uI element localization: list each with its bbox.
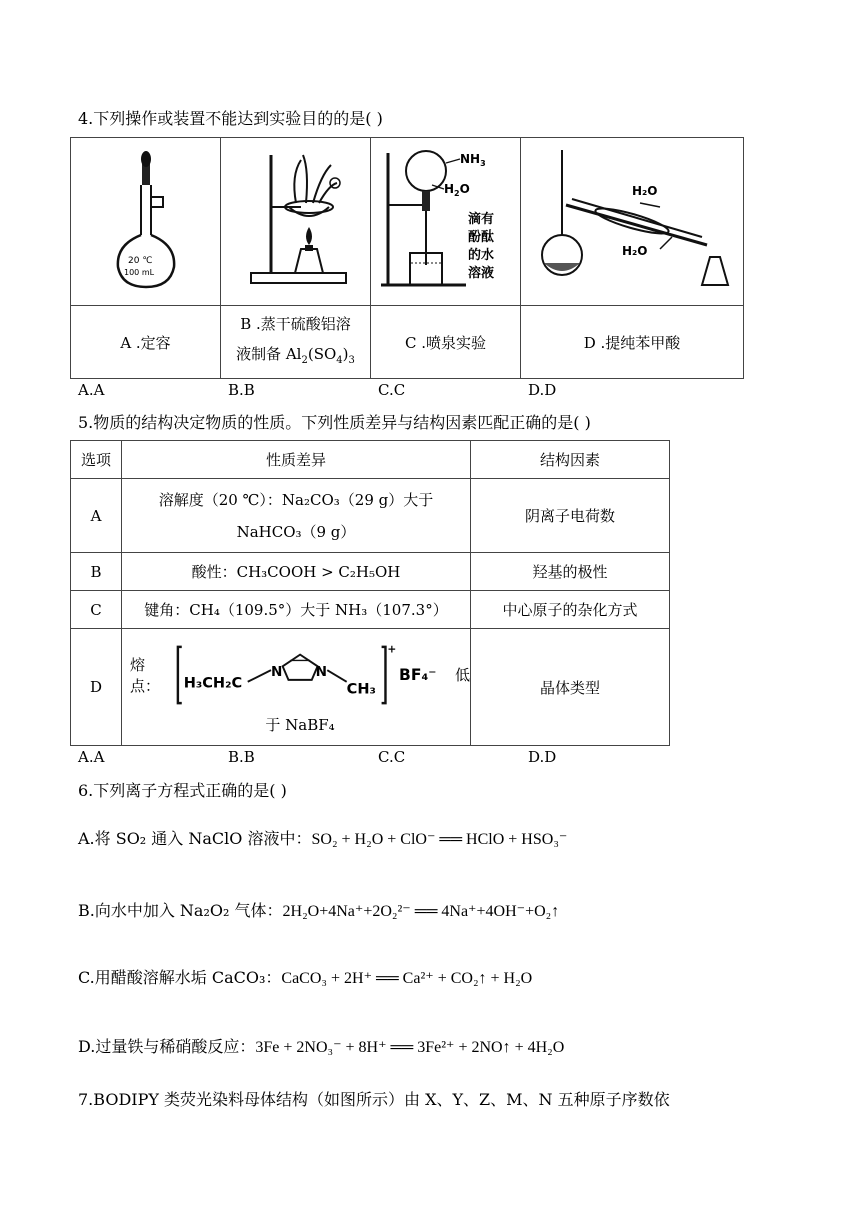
- imidazolium-structure-icon: [174, 640, 455, 710]
- svg-text:+: +: [387, 642, 397, 656]
- table-row: B 酸性：CH₃COOH > C₂H₅OH 羟基的极性: [71, 553, 670, 591]
- q5-header-factor: 结构因素: [471, 441, 670, 479]
- q6-item-a[interactable]: A.将 SO₂ 通入 NaClO 溶液中：SO₂ + H₂O + ClO⁻ ══ HClO + HSO₃⁻: [78, 829, 568, 848]
- svg-text:溶液: 溶液: [467, 265, 494, 281]
- svg-text:酚酞: 酚酞: [467, 229, 494, 245]
- q5-option-b[interactable]: B.B: [228, 748, 255, 766]
- svg-text:CH₃: CH₃: [346, 679, 376, 697]
- distillation-apparatus-icon: [532, 145, 732, 295]
- q5-stem: 5.物质的结构决定物质的性质。下列性质差异与结构因素匹配正确的是( ): [78, 413, 591, 432]
- q6-item-d[interactable]: D.过量铁与稀硝酸反应：3Fe + 2NO₃⁻ + 8H⁺ ══ 3Fe²⁺ + 2NO↑ + 4H₂O: [78, 1037, 565, 1056]
- q5-header-option: 选项: [71, 441, 122, 479]
- table-row: A 溶解度（20 ℃）：Na₂CO₃（29 g）大于 NaHCO₃（9 g） 阴离子电荷数: [71, 479, 670, 553]
- q4-option-c[interactable]: C.C: [378, 381, 406, 399]
- svg-text:H₂O: H₂O: [622, 243, 648, 258]
- q5-table: [70, 440, 670, 746]
- q6-item-b[interactable]: B.向水中加入 Na₂O₂ 气体：2H₂O+4Na⁺+2O₂²⁻ ══ 4Na⁺+4OH⁻+O₂↑: [78, 901, 560, 920]
- fountain-experiment-icon: [376, 145, 516, 295]
- q4-caption-c: C .喷泉实验: [371, 306, 521, 379]
- table-row: C 键角：CH₄（109.5°）大于 NH₃（107.3°） 中心原子的杂化方式: [71, 591, 670, 629]
- q6-stem: 6.下列离子方程式正确的是( ): [78, 781, 287, 800]
- q4-caption-d: D .提纯苯甲酸: [521, 306, 744, 379]
- svg-text:NH3: $NH_3$: [459, 151, 486, 168]
- q4-caption-a: A .定容: [71, 306, 221, 379]
- evaporation-dish-icon: [231, 145, 361, 295]
- q5-option-d[interactable]: D.D: [528, 748, 557, 766]
- svg-text:H₃CH₂C: H₃CH₂C: [183, 674, 242, 692]
- q4-image-d: [521, 138, 744, 306]
- q4-caption-b: B .蒸干硫酸铝溶 液制备 $Al_2(SO_4)_3$: [221, 306, 371, 379]
- q4-image-a: [71, 138, 221, 306]
- q4-stem: 4.下列操作或装置不能达到实验目的的是( ): [78, 109, 383, 128]
- q4-option-b[interactable]: B.B: [228, 381, 255, 399]
- q5-option-a[interactable]: A.A: [78, 748, 105, 766]
- svg-text:的水: 的水: [467, 247, 494, 263]
- svg-text:BF₄⁻: BF₄⁻: [398, 665, 437, 684]
- volumetric-flask-icon: [86, 145, 206, 295]
- q4-table: [70, 137, 744, 379]
- q5-option-c[interactable]: C.C: [378, 748, 406, 766]
- svg-text:H₂O: H₂O: [632, 183, 658, 198]
- svg-text:N: N: [315, 663, 327, 680]
- q6-item-c[interactable]: C.用醋酸溶解水垢 CaCO₃：CaCO₃ + 2H⁺ ══ Ca²⁺ + CO₂↑ + H₂O: [78, 968, 533, 987]
- q7-stem: 7.BODIPY 类荧光染料母体结构（如图所示）由 X、Y、Z、M、N 五种原子序数依: [78, 1090, 670, 1109]
- q4-image-b: [221, 138, 371, 306]
- svg-text:滴有: 滴有: [467, 211, 494, 227]
- svg-text:N: N: [270, 663, 283, 680]
- q4-image-c: [371, 138, 521, 306]
- q4-option-a[interactable]: A.A: [78, 381, 105, 399]
- svg-text:100 mL: 100 mL: [123, 267, 154, 277]
- svg-text:H2O: $H_2O$: [443, 181, 470, 198]
- svg-text:20 ℃: 20 ℃: [127, 255, 152, 266]
- q5-header-diff: 性质差异: [122, 441, 471, 479]
- table-row: D 熔点： H₃CH₂C N N CH₃ + BF₄⁻ 低 于 NaBF₄ 晶体类型: [71, 629, 670, 746]
- q4-option-d[interactable]: D.D: [528, 381, 557, 399]
